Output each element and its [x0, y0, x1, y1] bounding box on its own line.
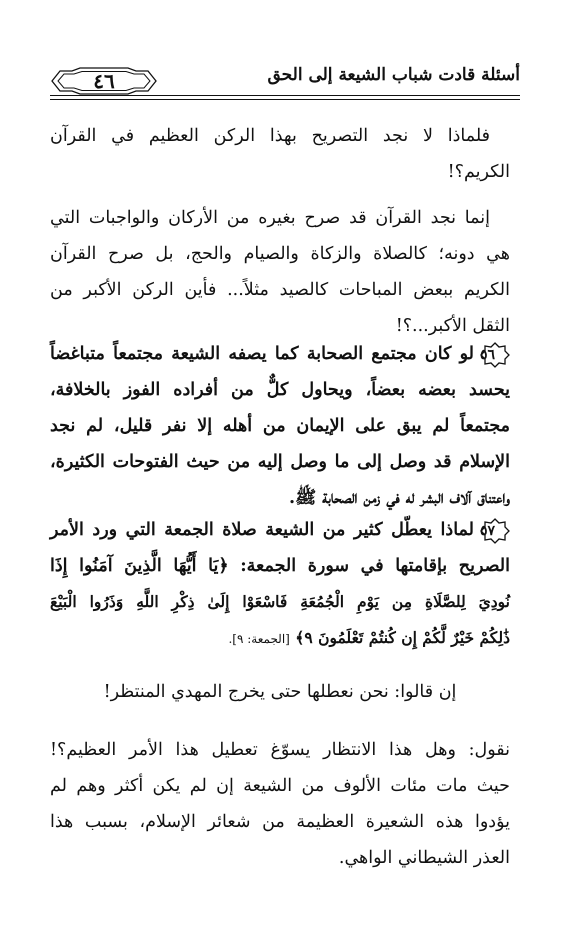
text-line: هي دونه؛ كالصلاة والزكاة والصيام والحج، بل صرح القرآن [50, 244, 510, 264]
text-line: الثقل الأكبر...؟! [395, 316, 510, 336]
question-57 [50, 512, 510, 656]
question-number: ٥٧ [480, 522, 496, 539]
question-number-badge [480, 342, 510, 368]
text-line: نقول: وهل هذا الانتظار يسوّغ تعطيل هذا الأمر العظيم؟! [50, 740, 510, 760]
text-line: الصريح بإقامتها في سورة الجمعة: ﴿يَا أَيُّهَا الَّذِينَ آمَنُوا إِذَا [50, 556, 510, 576]
paragraph-1 [50, 118, 510, 190]
question-number-badge [480, 518, 510, 544]
text-line [50, 512, 510, 548]
paragraph-2 [50, 200, 510, 344]
text-line: يؤدوا هذه الشعيرة العظيمة من شعائر الإسلام، بسبب هذا [50, 812, 510, 832]
text-line: الإسلام قد وصل إلى ما وصل إليه من حيث الفتوحات الكثيرة، [50, 452, 510, 472]
paragraph-objection [50, 674, 510, 710]
text-line: الكريم ببعض المباحات كالصيد مثلاً... فأين الركن الأكبر من [50, 280, 510, 300]
text-line [50, 336, 510, 372]
question-56 [50, 336, 510, 516]
text-line-content: لماذا يعطّل كثير من الشيعة صلاة الجمعة التي ورد الأمر [50, 520, 474, 540]
header-rule [50, 95, 520, 96]
question-number: ٥٦ [480, 346, 496, 363]
text-line-content: لو كان مجتمع الصحابة كما يصفه الشيعة مجتمعاً متباغضاً [50, 344, 474, 364]
page-number: ٤٦ [93, 69, 115, 93]
text-line: واعتناق آلاف البشر له في زمن الصحابة ﷺ. [288, 488, 510, 508]
verse-reference: [الجمعة: ٩]. [228, 632, 290, 646]
paragraph-response [50, 732, 510, 876]
text-line: حيث مات مئات الألوف من الشيعة إن لم يكن أكثر وهم لم [50, 776, 510, 796]
quran-verse-line: نُودِيَ لِلصَّلَاةِ مِن يَوْمِ الْجُمُعَةِ فَاسْعَوْا إِلَىٰ ذِكْرِ اللَّهِ وَذَرُوا الْبَيْعَ [50, 592, 510, 611]
running-title: أسئلة قادت شباب الشيعة إلى الحق [267, 65, 520, 85]
text-line: فلماذا لا نجد التصريح بهذا الركن العظيم في القرآن [50, 126, 490, 146]
text-line: إن قالوا: نحن نعطلها حتى يخرج المهدي المنتظر! [103, 682, 457, 702]
page-header [50, 55, 520, 105]
text-line: مجتمعاً لم يبق على الإيمان من أهله إلا نفر قليل، لم نجد [50, 416, 510, 436]
text-line: الكريم؟! [447, 162, 510, 182]
text-line: يحسد بعضه بعضاً، ويحاول كلٌّ من أفراده الفوز بالخلافة، [50, 380, 510, 400]
quran-verse-line [50, 620, 510, 656]
text-line: إنما نجد القرآن قد صرح بغيره من الأركان والواجبات التي [50, 208, 490, 228]
quran-verse-end: ذَٰلِكُمْ خَيْرٌ لَّكُمْ إِن كُنتُمْ تَعْلَمُونَ ٩﴾ [295, 628, 510, 647]
page-number-ornament [50, 67, 158, 95]
header-rule-secondary [50, 99, 520, 100]
text-line: العذر الشيطاني الواهي. [338, 848, 510, 868]
